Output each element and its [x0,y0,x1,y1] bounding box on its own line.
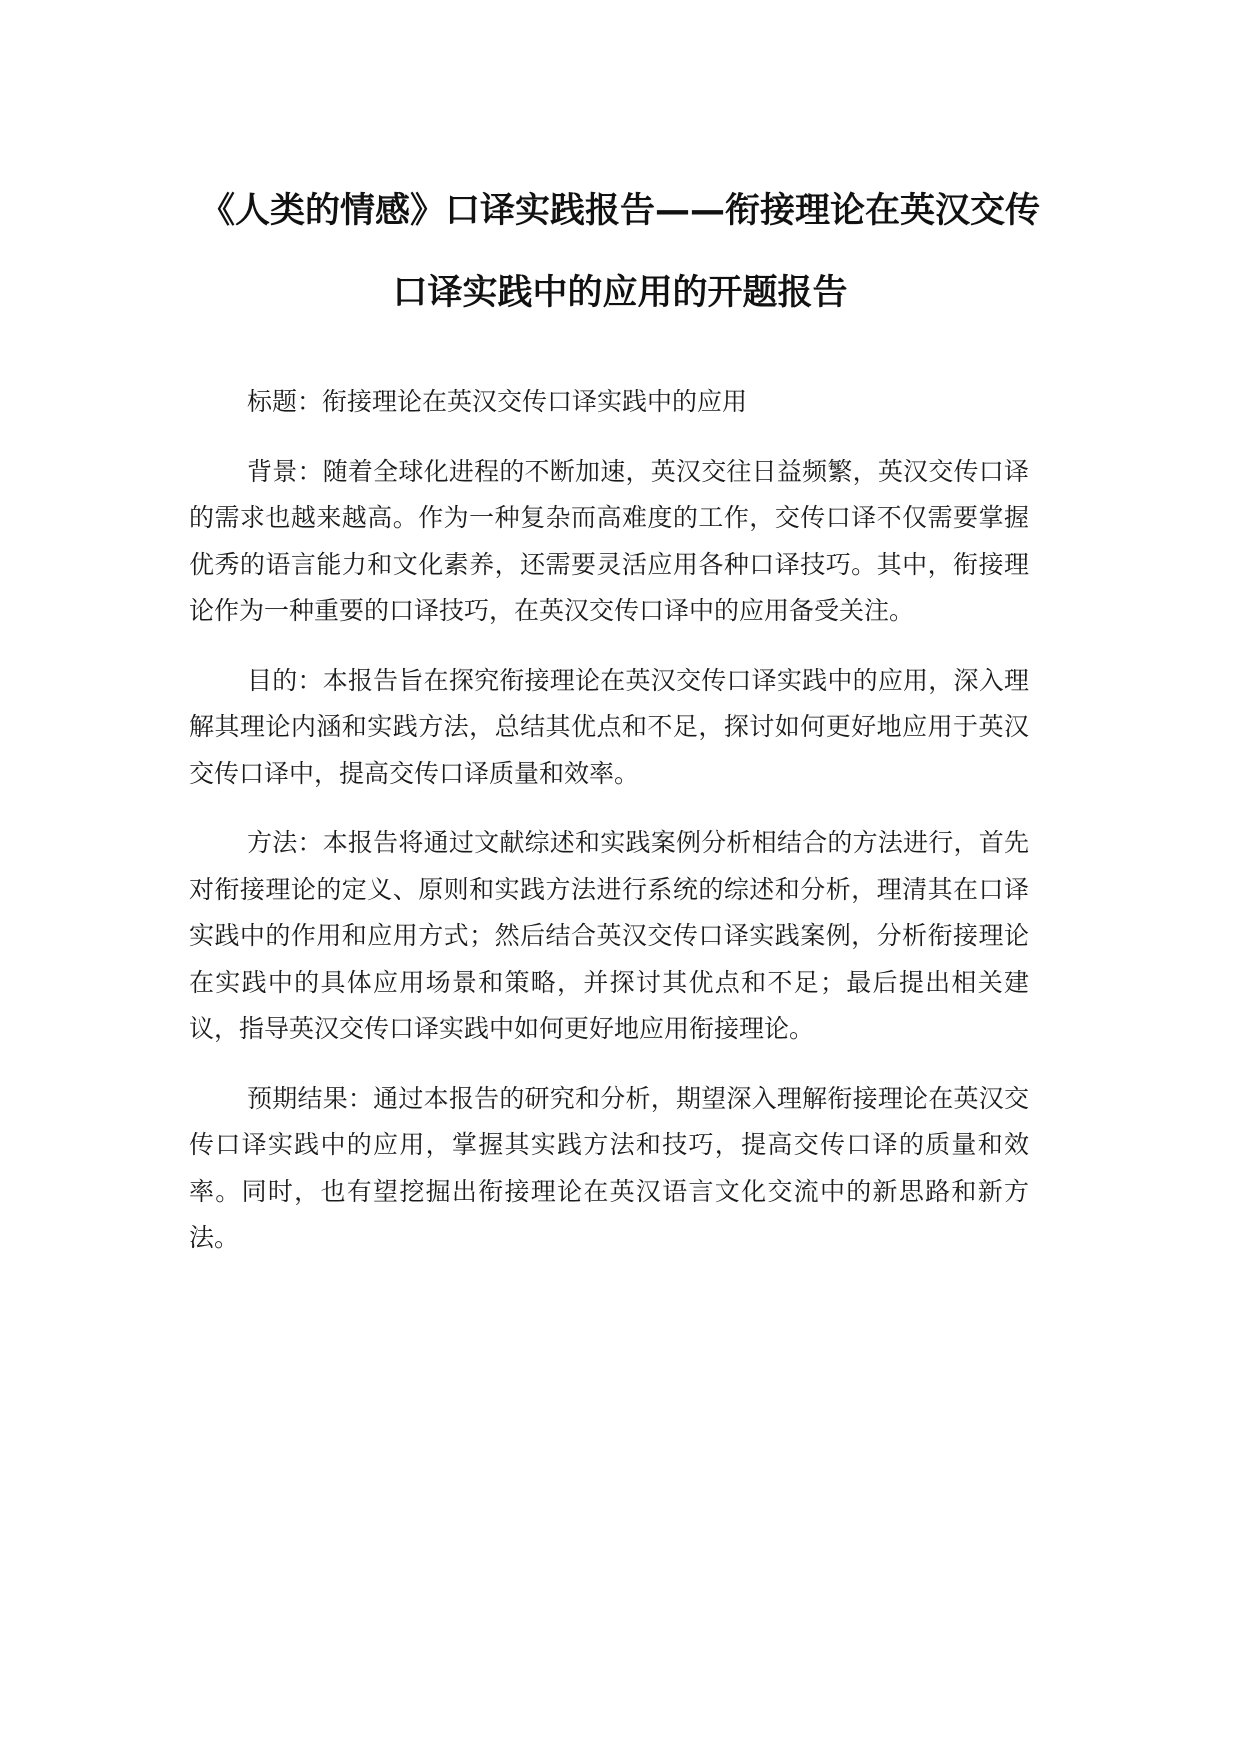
paragraph-background: 背景：随着全球化进程的不断加速，英汉交往日益频繁，英汉交传口译的需求也越来越高。作为一种复杂而高难度的工作，交传口译不仅需要掌握优秀的语言能力和文化素养，还需要灵活应用各种口译技巧。其中，衔接理论作为一种重要的口译技巧，在英汉交传口译中的应用备受关注。 [189,456,1029,625]
paragraph-title: 标题：衔接理论在英汉交传口译实践中的应用 [247,387,748,416]
document-title: 《人类的情感》口译实践报告——衔接理论在英汉交传口译实践中的应用的开题报告 [199,191,1040,313]
document-body [189,379,1029,1262]
paragraph-expected-results: 预期结果：通过本报告的研究和分析，期望深入理解衔接理论在英汉交传口译实践中的应用，掌握其实践方法和技巧，提高交传口译的质量和效率。同时，也有望挖掘出衔接理论在英汉语言文化交流中的新思路和新方法。 [189,1083,1029,1252]
paragraph-purpose: 目的：本报告旨在探究衔接理论在英汉交传口译实践中的应用，深入理解其理论内涵和实践方法，总结其优点和不足，探讨如何更好地应用于英汉交传口译中，提高交传口译质量和效率。 [189,665,1029,788]
paragraph-method: 方法：本报告将通过文献综述和实践案例分析相结合的方法进行，首先对衔接理论的定义、原则和实践方法进行系统的综述和分析，理清其在口译实践中的作用和应用方式；然后结合英汉交传口译实践案例，分析衔接理论在实践中的具体应用场景和策略，并探讨其优点和不足；最后提出相关建议，指导英汉交传口译实践中如何更好地应用衔接理论。 [189,828,1029,1043]
